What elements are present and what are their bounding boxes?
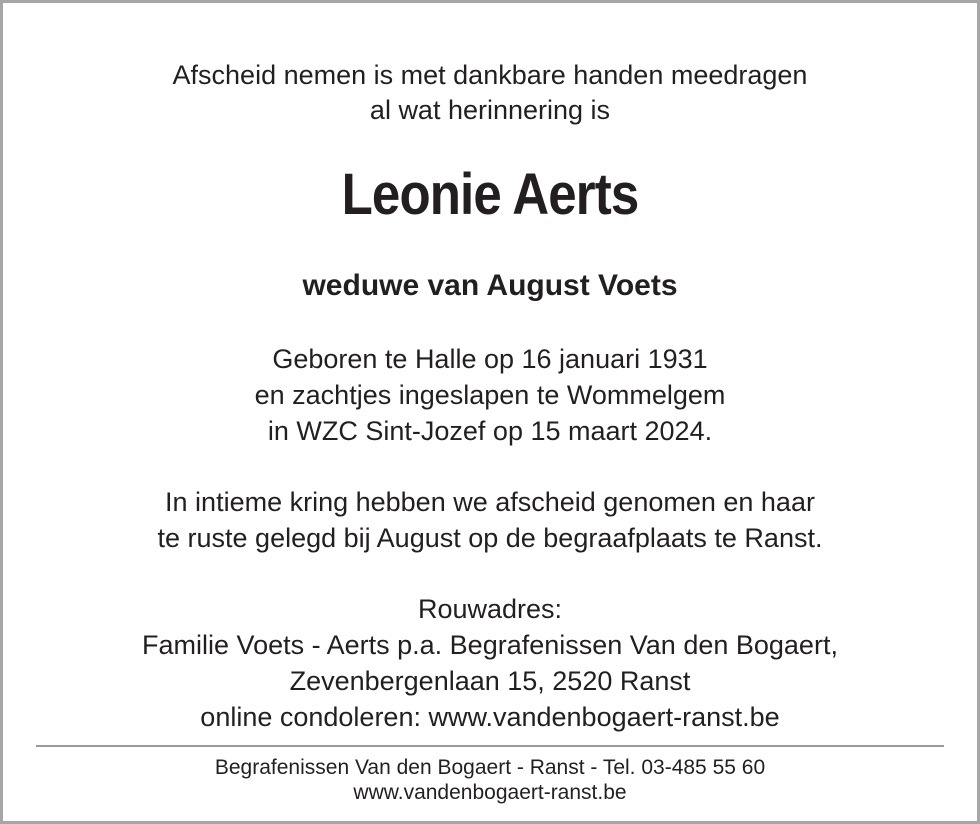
motto-line-1: Afscheid nemen is met dankbare handen meedragen [172, 60, 808, 90]
condolence-link[interactable]: online condoleren: www.vandenbogaert-ranst.be [200, 702, 780, 732]
passing-line: en zachtjes ingeslapen te Wommelgem [254, 380, 726, 410]
address-line-1: Familie Voets - Aerts p.a. Begrafenissen Van den Bogaert, [142, 630, 838, 660]
funeral-home-info: Begrafenissen Van den Bogaert - Ranst - Tel. 03-485 55 60 [214, 756, 766, 779]
birth-line: Geboren te Halle op 16 januari 1931 [272, 344, 708, 374]
farewell-line-1: In intieme kring hebben we afscheid genomen en haar [165, 487, 815, 517]
motto-line-2: al wat herinnering is [369, 95, 611, 125]
address-line-2: Zevenbergenlaan 15, 2520 Ranst [289, 666, 691, 696]
funeral-home-website[interactable]: www.vandenbogaert-ranst.be [353, 781, 627, 804]
passing-place-line: in WZC Sint-Jozef op 15 maart 2024. [267, 416, 713, 446]
spouse-relation: weduwe van August Voets [302, 269, 678, 302]
farewell-line-2: te ruste gelegd bij August op de begraafplaats te Ranst. [157, 523, 823, 553]
deceased-name: Leonie Aerts [341, 162, 639, 227]
address-heading: Rouwadres: [417, 594, 563, 624]
footer-divider [36, 745, 944, 747]
